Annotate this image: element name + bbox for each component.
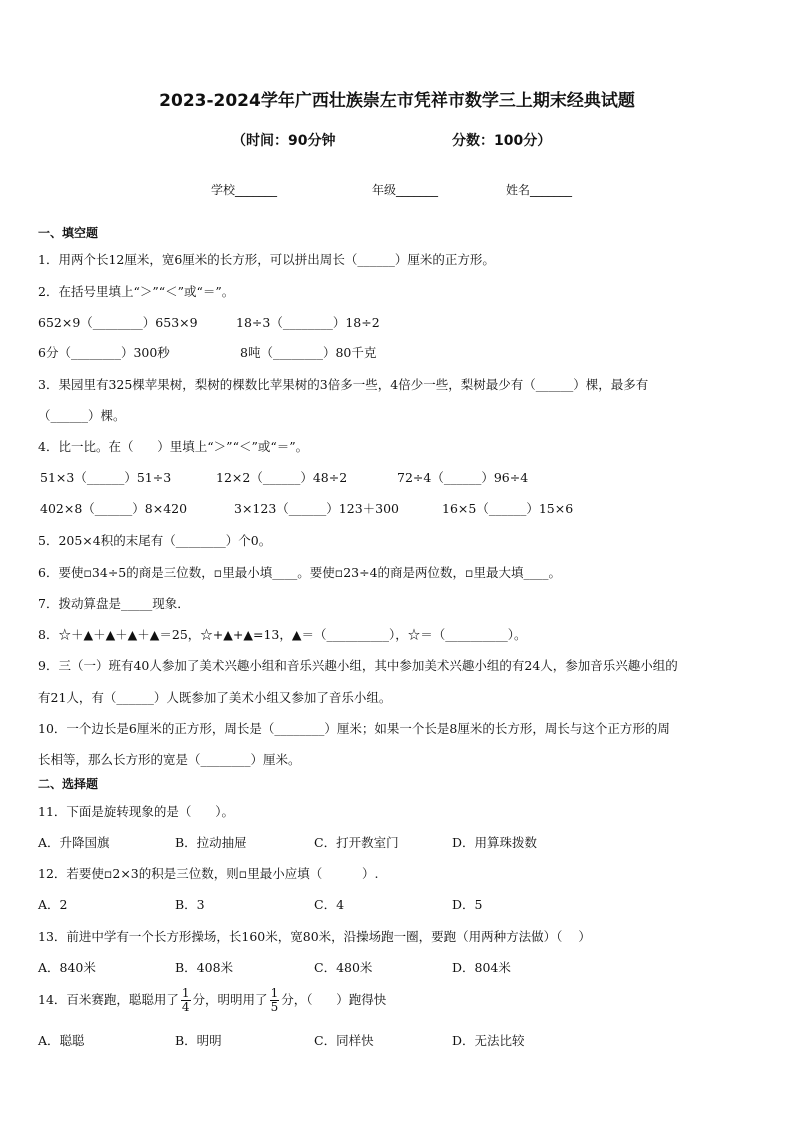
question-14-option-c: C．同样快 xyxy=(314,1033,374,1048)
question-4-stem: 4．比一比。在（ ）里填上“＞”“＜”或“＝”。 xyxy=(38,439,309,454)
question-14-text: 分，（ ）跑得快 xyxy=(281,992,387,1007)
question-4-item: 3×123（______）123＋300 xyxy=(234,501,400,516)
question-11-option-d: D．用算珠拨数 xyxy=(452,835,538,850)
question-2-item: 18÷3（________）18÷2 xyxy=(236,315,380,330)
question-3-line-2: （______）棵。 xyxy=(38,408,126,423)
fraction-denominator: 4 xyxy=(181,1000,190,1014)
section-fill-heading: 一、填空题 xyxy=(38,226,99,240)
question-14-option-b: B．明明 xyxy=(175,1033,222,1048)
question-4-item: 51×3（______）51÷3 xyxy=(40,470,172,485)
question-10-line-1: 10．一个边长是6厘米的正方形，周长是（________）厘米；如果一个长是8厘米的长方形，周长与这个正方形的周 xyxy=(38,721,670,736)
question-5: 5．205×4积的末尾有（________）个0。 xyxy=(38,533,272,548)
question-13-option-b: B．408米 xyxy=(175,960,234,975)
question-4-item: 12×2（______）48÷2 xyxy=(216,470,348,485)
question-14-text: 分，明明用了 xyxy=(192,992,268,1007)
question-4-item: 402×8（______）8×420 xyxy=(40,501,188,516)
question-11-option-c: C．打开教室门 xyxy=(314,835,399,850)
question-13-option-c: C．480米 xyxy=(314,960,373,975)
question-4-item: 72÷4（______）96÷4 xyxy=(397,470,529,485)
question-12-option-d: D．5 xyxy=(452,897,483,912)
question-12-option-a: A．2 xyxy=(38,897,68,912)
question-12-stem: 12．若要使▫2×3的积是三位数，则▫里最小应填（ ）. xyxy=(38,866,379,881)
question-7: 7．拨动算盘是_____现象． xyxy=(38,596,190,611)
question-2-item: 8吨（________）80千克 xyxy=(240,345,377,360)
question-14-option-d: D．无法比较 xyxy=(452,1033,525,1048)
question-6: 6．要使▫34÷5的商是三位数，▫里最小填____。要使▫23÷4的商是两位数，▫里最大填____。 xyxy=(38,565,562,580)
question-3-line-1: 3．果园里有325棵苹果树，梨树的棵数比苹果树的3倍多一些，4倍少一些，梨树最少有（______）棵，最多有 xyxy=(38,377,649,392)
time-label: （时间：90分钟 xyxy=(232,133,336,149)
question-11-option-b: B．拉动抽屉 xyxy=(175,835,247,850)
question-13-option-d: D．804米 xyxy=(452,960,511,975)
question-10-line-2: 长相等，那么长方形的宽是（________）厘米。 xyxy=(38,752,301,767)
section-choice-heading: 二、选择题 xyxy=(38,777,99,791)
question-2-stem: 2．在括号里填上“＞”“＜”或“＝”。 xyxy=(38,284,235,299)
fraction-one-fifth xyxy=(270,987,280,1014)
question-2-item: 652×9（________）653×9 xyxy=(38,315,198,330)
question-12-option-c: C．4 xyxy=(314,897,345,912)
question-4-item: 16×5（______）15×6 xyxy=(442,501,574,516)
score-label: 分数：100分） xyxy=(452,133,552,149)
question-8: 8．☆＋▲＋▲＋▲＋▲＝25，☆+▲+▲=13，▲＝（__________），☆＝（__________）。 xyxy=(38,627,527,642)
question-13-option-a: A．840米 xyxy=(38,960,96,975)
fraction-denominator: 5 xyxy=(270,1000,279,1014)
question-14-stem xyxy=(38,986,386,1014)
question-2-item: 6分（________）300秒 xyxy=(38,345,170,360)
fraction-one-quarter xyxy=(181,987,191,1014)
question-12-option-b: B．3 xyxy=(175,897,205,912)
name-field: 姓名_______ xyxy=(506,183,573,197)
grade-field: 年级_______ xyxy=(372,183,439,197)
question-1: 1．用两个长12厘米，宽6厘米的长方形，可以拼出周长（______）厘米的正方形。 xyxy=(38,252,495,267)
question-14-option-a: A．聪聪 xyxy=(38,1033,85,1048)
question-9-line-2: 有21人，有（______）人既参加了美术小组又参加了音乐小组。 xyxy=(38,690,392,705)
page-title: 2023-2024学年广西壮族崇左市凭祥市数学三上期末经典试题 xyxy=(159,91,635,111)
question-11-stem: 11．下面是旋转现象的是（ ）。 xyxy=(38,804,234,819)
fraction-numerator: 1 xyxy=(270,986,279,1000)
question-9-line-1: 9．三（一）班有40人参加了美术兴趣小组和音乐兴趣小组，其中参加美术兴趣小组的有24人，参加音乐兴趣小组的 xyxy=(38,658,678,673)
question-11-option-a: A．升降国旗 xyxy=(38,835,110,850)
fraction-numerator: 1 xyxy=(181,986,190,1000)
question-14-text: 14．百米赛跑，聪聪用了 xyxy=(38,992,179,1007)
question-13-stem: 13．前进中学有一个长方形操场，长160米，宽80米，沿操场跑一圈，要跑（用两种方法做）（ ） xyxy=(38,929,591,944)
school-field: 学校_______ xyxy=(211,183,278,197)
